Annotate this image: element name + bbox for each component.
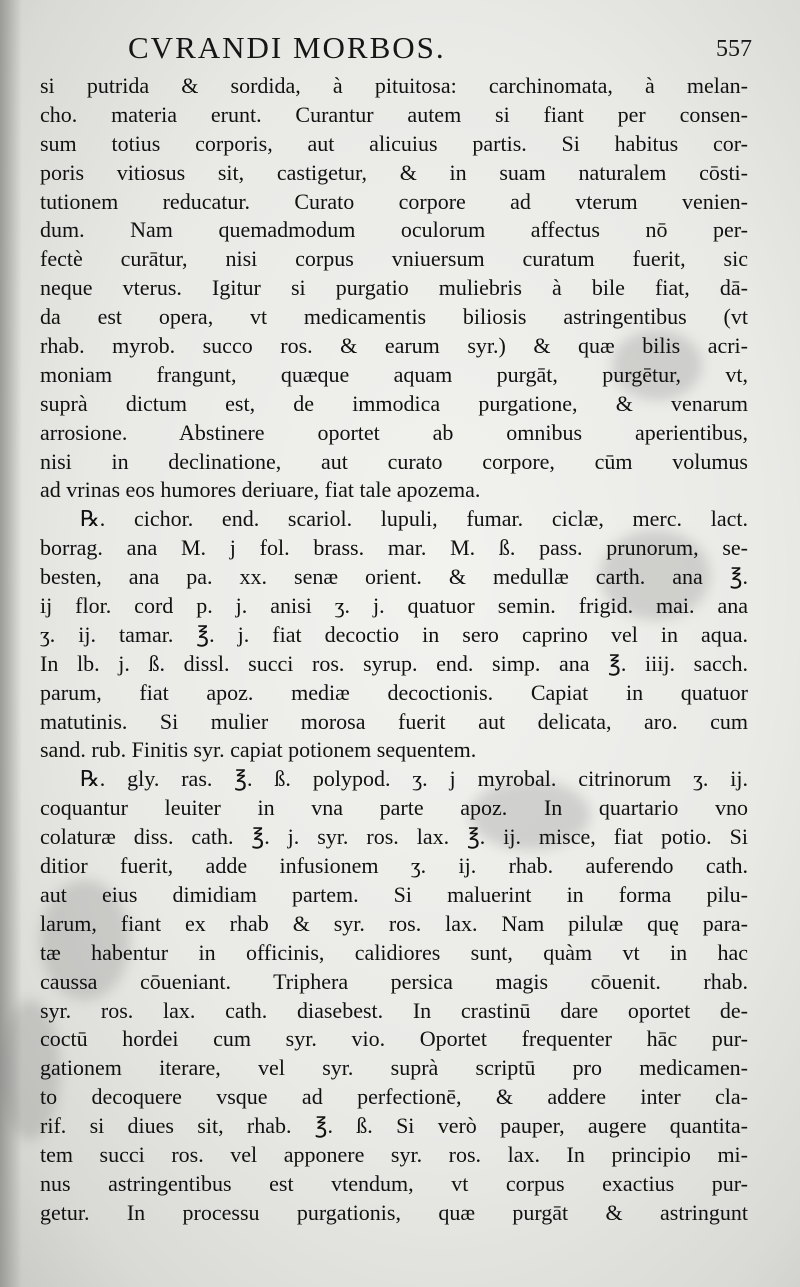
recipe-line: ℞. cichor. end. scariol. lupuli, fumar. ciclæ, merc. lact. xyxy=(80,506,748,532)
text-line: tæ habentur in officinis, calidiores sunt, quàm vt in hac xyxy=(40,939,748,965)
text-line: coquantur leuiter in vna parte apoz. In quartario vno xyxy=(40,795,748,821)
text-line: ad vrinas eos humores deriuare, fiat tale apozema. xyxy=(40,477,481,503)
page-number: 557 xyxy=(716,36,752,62)
text-line: coctū hordei cum syr. vio. Oportet frequenter hāc pur- xyxy=(40,1026,748,1052)
text-line: aut eius dimidiam partem. Si maluerint in forma pilu- xyxy=(40,881,748,907)
text-line: syr. ros. lax. cath. diasebest. In crastinū dare oportet de- xyxy=(40,997,748,1023)
text-line: sand. rub. Finitis syr. capiat potionem sequentem. xyxy=(40,737,477,763)
recipe-line: ℞. gly. ras. ℥. ß. polypod. ʒ. j myrobal. citrinorum ʒ. ij. xyxy=(80,766,748,792)
text-line: dum. Nam quemadmodum oculorum affectus nō per- xyxy=(40,217,748,243)
text-line: gationem iterare, vel syr. suprà scriptū pro medicamen- xyxy=(40,1055,748,1081)
text-line: ditior fuerit, adde infusionem ʒ. ij. rhab. auferendo cath. xyxy=(40,853,748,879)
text-line: poris vitiosus sit, castigetur, & in suam naturalem cōsti- xyxy=(40,159,748,185)
text-line: rhab. myrob. succo ros. & earum syr.) & quæ bilis acri- xyxy=(40,333,748,359)
body-text xyxy=(40,72,748,1228)
text-line: tem succi ros. vel apponere syr. ros. lax. In principio mi- xyxy=(40,1141,748,1167)
text-line: caussa cōueniant. Triphera persica magis cōuenit. rhab. xyxy=(40,968,748,994)
running-head: CVRANDI MORBOS. xyxy=(128,30,446,65)
text-line: getur. In processu purgationis, quæ purgāt & astringunt xyxy=(40,1199,748,1225)
text-line: tutionem reducatur. Curato corpore ad vterum venien- xyxy=(40,188,748,214)
text-line: neque vterus. Igitur si purgatio muliebris à bile fiat, dā- xyxy=(40,275,748,301)
text-line: besten, ana pa. xx. senæ orient. & medullæ carth. ana ℥. xyxy=(40,564,748,590)
text-line: nisi in declinatione, aut curato corpore, cūm volumus xyxy=(40,448,748,474)
page-header xyxy=(0,30,800,74)
text-line: matutinis. Si mulier morosa fuerit aut delicata, aro. cum xyxy=(40,708,748,734)
text-line: ʒ. ij. tamar. ℥. j. fiat decoctio in sero caprino vel in aqua. xyxy=(40,621,748,647)
text-line: parum, fiat apoz. mediæ decoctionis. Capiat in quatuor xyxy=(40,679,748,705)
text-line: In lb. j. ß. dissl. succi ros. syrup. end. simp. ana ℥. iiij. sacch. xyxy=(40,650,748,676)
text-line: moniam frangunt, quæque aquam purgāt, purgētur, vt, xyxy=(40,361,748,387)
text-line: nus astringentibus est vtendum, vt corpus exactius pur- xyxy=(40,1170,748,1196)
text-line: fectè curātur, nisi corpus vniuersum curatum fuerit, sic xyxy=(40,246,748,272)
text-line: to decoquere vsque ad perfectionē, & addere inter cla- xyxy=(40,1084,748,1110)
text-line: rif. si diues sit, rhab. ℥. ß. Si verò pauper, augere quantita- xyxy=(40,1113,748,1139)
text-line: cho. materia erunt. Curantur autem si fiant per consen- xyxy=(40,101,748,127)
text-line: si putrida & sordida, à pituitosa: carchinomata, à melan- xyxy=(40,73,748,98)
text-line: sum totius corporis, aut alicuius partis. Si habitus cor- xyxy=(40,130,748,156)
text-line: ij flor. cord p. j. anisi ʒ. j. quatuor semin. frigid. mai. ana xyxy=(40,593,748,619)
text-line: suprà dictum est, de immodica purgatione, & venarum xyxy=(40,390,748,416)
text-line: da est opera, vt medicamentis biliosis astringentibus (vt xyxy=(40,304,748,330)
text-line: borrag. ana M. j fol. brass. mar. M. ß. pass. prunorum, se- xyxy=(40,535,748,561)
text-line: colaturæ diss. cath. ℥. j. syr. ros. lax. ℥. ij. misce, fiat potio. Si xyxy=(40,824,748,850)
text-line: arrosione. Abstinere oportet ab omnibus aperientibus, xyxy=(40,419,748,445)
text-line: larum, fiant ex rhab & syr. ros. lax. Nam pilulæ quę para- xyxy=(40,910,748,936)
